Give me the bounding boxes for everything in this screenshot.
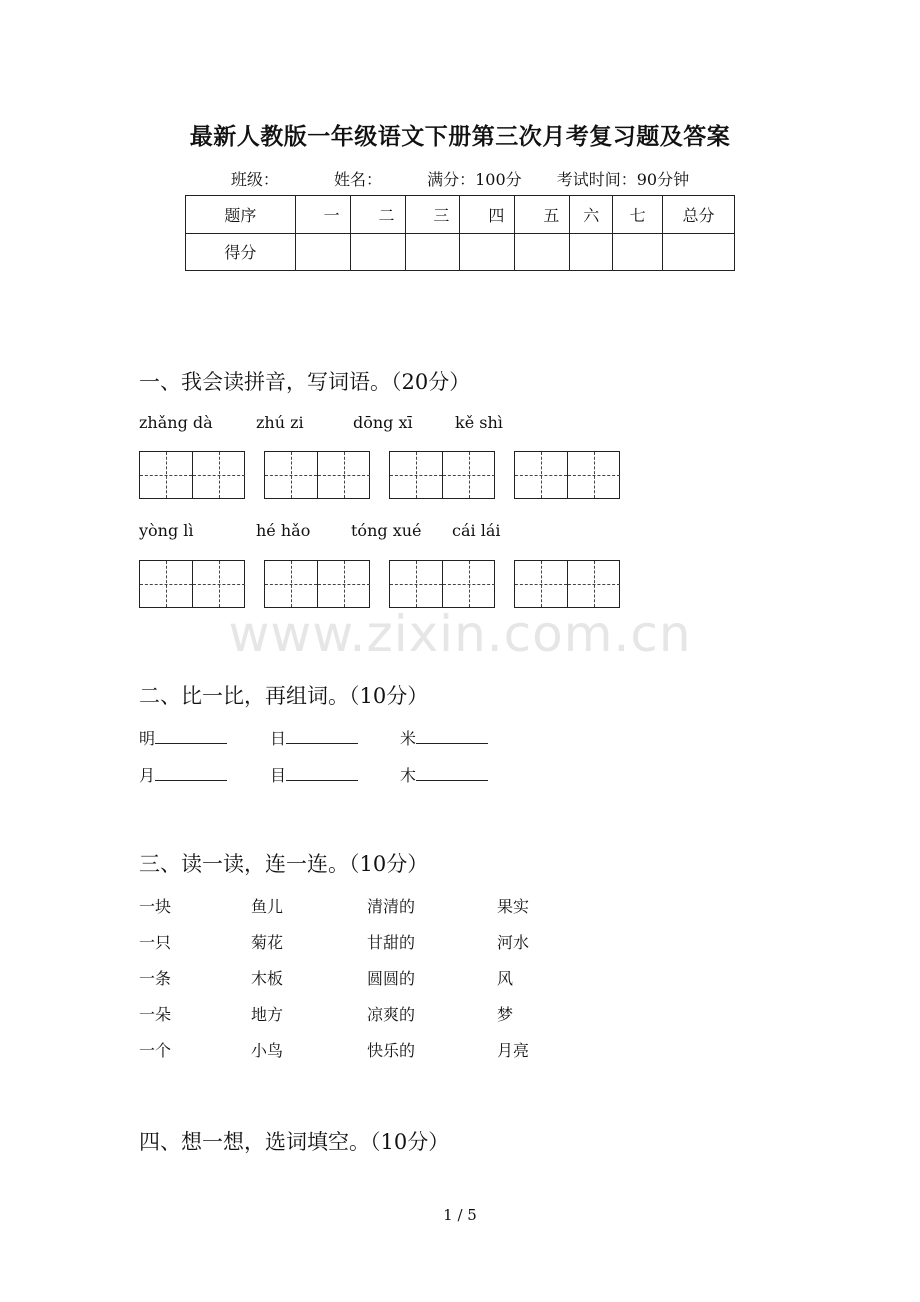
score-cell[interactable] — [663, 233, 735, 271]
adjective-word: 清清的 — [367, 897, 416, 916]
noun-word: 地方 — [251, 1005, 284, 1024]
writing-grid[interactable] — [514, 451, 620, 499]
compare-word[interactable]: 明 — [139, 726, 227, 749]
compare-word[interactable]: 月 — [139, 763, 227, 786]
score-table — [185, 195, 735, 271]
measure-word: 一朵 — [139, 1005, 172, 1024]
header-cell: 总分 — [663, 196, 735, 234]
noun-word: 风 — [497, 969, 514, 988]
writing-grid[interactable] — [264, 560, 370, 608]
class-label: 班级： — [230, 170, 279, 189]
writing-grid[interactable] — [389, 560, 495, 608]
pinyin: cái lái — [452, 521, 501, 540]
noun-word: 木板 — [251, 969, 284, 988]
noun-word: 鱼儿 — [251, 897, 284, 916]
header-cell: 三 — [405, 196, 460, 234]
section4-heading: 四、想一想，选词填空。（10分） — [139, 1130, 450, 1154]
score-value-row — [186, 233, 735, 271]
header-cell: 五 — [515, 196, 570, 234]
noun-word: 梦 — [497, 1005, 514, 1024]
writing-grid[interactable] — [264, 451, 370, 499]
compare-word[interactable]: 日 — [270, 726, 358, 749]
header-cell: 六 — [570, 196, 613, 234]
measure-word: 一条 — [139, 969, 172, 988]
compare-word[interactable]: 木 — [400, 763, 488, 786]
adjective-word: 快乐的 — [367, 1041, 416, 1060]
pinyin: hé hǎo — [256, 521, 311, 540]
watermark: www.zixin.com.cn — [228, 605, 692, 663]
header-cell: 七 — [613, 196, 663, 234]
pinyin: kě shì — [455, 413, 503, 432]
header-cell: 二 — [350, 196, 405, 234]
pinyin: zhǎng dà — [139, 413, 213, 432]
section1-heading: 一、我会读拼音，写词语。（20分） — [139, 370, 471, 394]
score-cell[interactable] — [570, 233, 613, 271]
row-label: 得分 — [186, 233, 296, 271]
noun-word: 月亮 — [497, 1041, 530, 1060]
name-label: 姓名： — [333, 170, 382, 189]
score-header-row — [186, 196, 735, 234]
pinyin: zhú zi — [256, 413, 304, 432]
writing-grid[interactable] — [139, 451, 245, 499]
adjective-word: 甘甜的 — [367, 933, 416, 952]
noun-word: 小鸟 — [251, 1041, 284, 1060]
noun-word: 菊花 — [251, 933, 284, 952]
header-cell: 四 — [460, 196, 515, 234]
measure-word: 一个 — [139, 1041, 172, 1060]
page-number: 1 / 5 — [443, 1206, 477, 1224]
pinyin: tóng xué — [351, 521, 422, 540]
section3-heading: 三、读一读，连一连。（10分） — [139, 852, 429, 876]
section2-heading: 二、比一比，再组词。（10分） — [139, 684, 429, 708]
score-cell[interactable] — [613, 233, 663, 271]
exam-time: 考试时间：90分钟 — [556, 170, 690, 189]
compare-word[interactable]: 米 — [400, 726, 488, 749]
adjective-word: 凉爽的 — [367, 1005, 416, 1024]
pinyin: dōng xī — [353, 413, 413, 432]
writing-grid[interactable] — [389, 451, 495, 499]
adjective-word: 圆圆的 — [367, 969, 416, 988]
compare-word[interactable]: 目 — [270, 763, 358, 786]
header-cell: 一 — [295, 196, 350, 234]
measure-word: 一只 — [139, 933, 172, 952]
measure-word: 一块 — [139, 897, 172, 916]
pinyin: yòng lì — [139, 521, 194, 540]
score-cell[interactable] — [460, 233, 515, 271]
header-cell: 题序 — [186, 196, 296, 234]
writing-grid[interactable] — [139, 560, 245, 608]
page-title: 最新人教版一年级语文下册第三次月考复习题及答案 — [189, 123, 731, 150]
score-cell[interactable] — [350, 233, 405, 271]
score-cell[interactable] — [515, 233, 570, 271]
writing-grid[interactable] — [514, 560, 620, 608]
full-score: 满分：100分 — [427, 170, 522, 189]
noun-word: 果实 — [497, 897, 530, 916]
score-cell[interactable] — [405, 233, 460, 271]
score-cell[interactable] — [295, 233, 350, 271]
noun-word: 河水 — [497, 933, 530, 952]
exam-info — [0, 167, 920, 190]
